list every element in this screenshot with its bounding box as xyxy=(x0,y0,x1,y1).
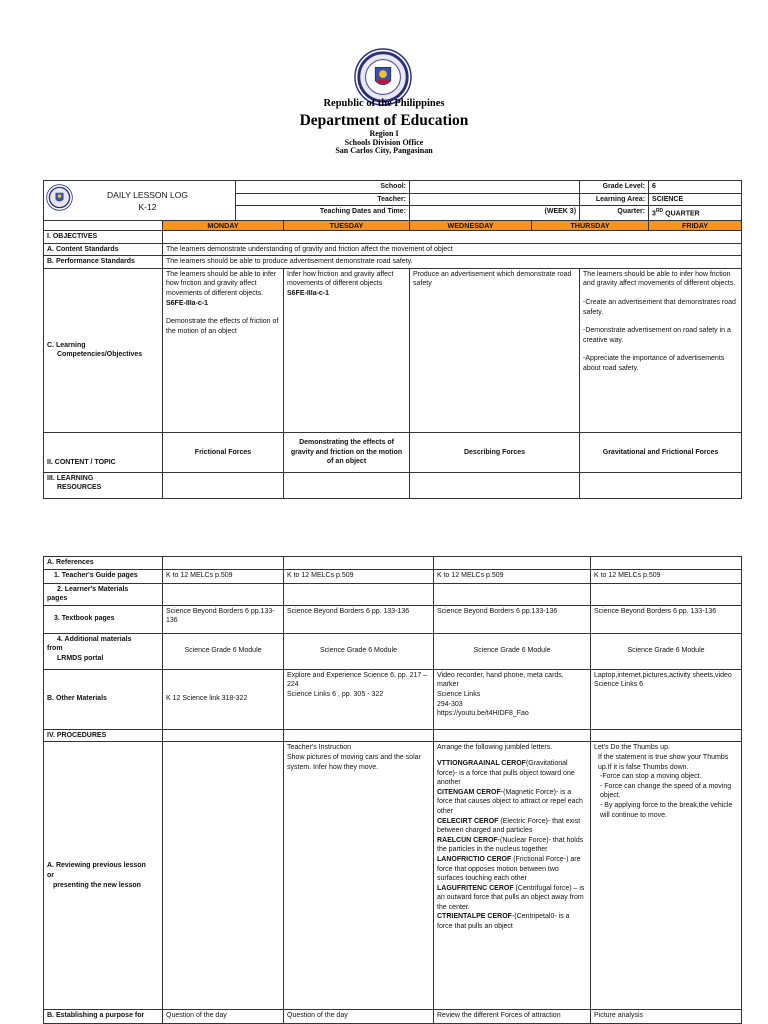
tb-friday: Science Beyond Borders 6 pp. 133-136 xyxy=(591,605,742,633)
youtube-link[interactable]: https://youtu.be/t4HIDF8_Fao xyxy=(437,710,529,718)
reviewing-lesson-label: A. Reviewing previous lesson or presenting the new lesson xyxy=(44,742,163,1010)
school-value[interactable] xyxy=(410,181,580,194)
city-label: San Carlos City, Pangasinan xyxy=(335,146,433,155)
tg-friday: K to 12 MELCs p.509 xyxy=(591,569,742,583)
dates-label: Teaching Dates and Time: xyxy=(236,206,410,221)
am-friday: Science Grade 6 Module xyxy=(591,633,742,669)
resources-wednesday-thursday xyxy=(410,472,580,498)
om-wednesday: Video recorder, hand phone, meta cards, marker Science Links 294-303 https://youtu.be/t4HIDF8_Fao xyxy=(434,669,591,729)
log-level: K-12 xyxy=(138,201,157,212)
content-standards-text: The learners demonstrate understanding of gravity and friction affect the movement of object xyxy=(163,243,742,256)
jumbled-word-item xyxy=(437,884,587,913)
jumbled-word-item xyxy=(437,836,587,855)
week-value: (WEEK 3) xyxy=(410,206,580,221)
next-monday: Question of the day xyxy=(163,1010,284,1024)
log-title: DAILY LESSON LOG xyxy=(107,189,188,200)
additional-materials-label: 4. Additional materials from LRMDS portal xyxy=(44,633,163,669)
jumbled-word-description: (Frictional Force-) are force that opposes motion between two surfaces touching each other xyxy=(437,855,581,883)
jumbled-word-item xyxy=(437,759,587,788)
blank-cell xyxy=(163,557,284,570)
day-header-thursday: THURSDAY xyxy=(532,221,649,231)
jumbled-word: LAGUFRITENC CEROF xyxy=(437,884,514,892)
day-header-monday: MONDAY xyxy=(163,221,284,231)
tb-monday: Science Beyond Borders 6 pp.133-136 xyxy=(163,605,284,633)
area-label: Learning Area: xyxy=(580,193,649,206)
blank-cell xyxy=(434,729,591,742)
next-tuesday: Question of the day xyxy=(284,1010,434,1024)
procedures-heading: IV. PROCEDURES xyxy=(44,729,163,742)
review-friday: Let's Do the Thumbs up. If the statement is true show your Thumbs up.If it is false Thumbs down. -Force can stop a moving object. - Force can change the speed of a moving object. - By applying force to the break,the vehicle will continue to move. xyxy=(591,742,742,1010)
competencies-wednesday-thursday: Produce an advertisement which demonstrate road safety xyxy=(410,268,580,432)
blank-cell xyxy=(591,729,742,742)
jumbled-word-description: (Electric Force)- that exist between charged and particles xyxy=(437,817,581,835)
jumbled-word-description: -(Magnetic Force)- is a force that causes object to attract or repel each other xyxy=(437,788,583,815)
tg-monday: K to 12 MELCs p.509 xyxy=(163,569,284,583)
jumbled-word: RAELCUN CEROF xyxy=(437,836,498,844)
content-standards-label: A. Content Standards xyxy=(44,243,163,256)
topic-tuesday: Demonstrating the effects of gravity and friction on the motion of an object xyxy=(284,432,410,472)
performance-standards-label: B. Performance Standards xyxy=(44,256,163,269)
competencies-friday: The learners should be able to infer how friction and gravity affect movements of different objects. -Create an advertisement that demonstrates road safety. -Demonstrate advertisement on road safety in a creative way. -Appreciate the importance of advertisements about road safety. xyxy=(580,268,742,432)
jumbled-word: LANOFRICTIO CEROF xyxy=(437,855,512,863)
day-header-friday: FRIDAY xyxy=(649,221,742,231)
log-title-cell xyxy=(44,181,236,221)
om-friday: Laptop,internet,pictures,activity sheets,video Science Links 6 xyxy=(591,669,742,729)
blank-cell xyxy=(284,583,434,605)
deped-small-logo xyxy=(46,184,73,211)
references-label: A. References xyxy=(44,557,163,570)
competencies-tuesday: Infer how friction and gravity affect movements of different objects S6FE-IIIa-c-1 xyxy=(284,268,410,432)
learners-materials-label: 2. Learner's Materials pages xyxy=(44,583,163,605)
content-topic-label: II. CONTENT / TOPIC xyxy=(44,432,163,472)
teacher-value[interactable] xyxy=(410,193,580,206)
establishing-purpose-label: B. Establishing a purpose for xyxy=(44,1010,163,1024)
review-monday xyxy=(163,742,284,1010)
objectives-blank xyxy=(163,231,742,244)
om-tuesday: Explore and Experience Science 6, pp. 217 – 224 Science Links 6 , pp. 305 - 322 xyxy=(284,669,434,729)
blank-cell xyxy=(434,583,591,605)
jumbled-word-description: -(Nuclear Force)- that holds the particles in the nucleus together xyxy=(437,836,584,854)
jumbled-word-description: (Centrifugal force) – is an outward force that pulls an object away from the center. xyxy=(437,884,585,911)
blank-cell xyxy=(591,557,742,570)
grade-value: 6 xyxy=(649,181,742,194)
topic-wednesday-thursday: Describing Forces xyxy=(410,432,580,472)
blank-cell xyxy=(163,583,284,605)
resources-tuesday xyxy=(284,472,410,498)
area-value: SCIENCE xyxy=(649,193,742,206)
competencies-label: C. Learning Competencies/Objectives xyxy=(44,268,163,432)
quarter-value: 3RD QUARTER xyxy=(649,206,742,221)
am-tuesday: Science Grade 6 Module xyxy=(284,633,434,669)
jumbled-word-item xyxy=(437,855,587,884)
department-heading: Department of Education xyxy=(299,112,469,129)
grade-label: Grade Level: xyxy=(580,181,649,194)
day-header-wednesday: WEDNESDAY xyxy=(410,221,532,231)
jumbled-word-item xyxy=(437,912,587,931)
lesson-log-table xyxy=(43,180,742,499)
resources-friday xyxy=(580,472,742,498)
school-label: School: xyxy=(236,181,410,194)
tg-tuesday: K to 12 MELCs p.509 xyxy=(284,569,434,583)
review-wednesday: Arrange the following jumbled letters. VTTIONGRAAINAL CEROF(Gravitational force)- is a force that pulls object toward one another CITENGAM CEROF-(Magnetic Force)- is a force that causes object to attract or repel each other CELECIRT CEROF (Electric Force)- that exist between charged and particles RAELCUN CEROF-(Nuclear Force)- that holds the particles in the nucleus together LANOFRICTIO CEROF (Frictional Force-) are force that opposes motion between two surfaces touching each other LAGUFRITENC CEROF (Centrifugal force) – is an outward force that pulls an object away from the center. CTRIENTALPE CEROF-(Centripetal0- is a force that pulls an object xyxy=(434,742,591,1010)
objectives-heading: I. OBJECTIVES xyxy=(44,231,163,244)
blank-cell xyxy=(284,557,434,570)
blank-cell xyxy=(163,729,284,742)
performance-standards-text: The learners should be able to produce advertisement demonstrate road safety. xyxy=(163,256,742,269)
next-wednesday: Review the different Forces of attraction xyxy=(434,1010,591,1024)
resources-monday xyxy=(163,472,284,498)
review-tuesday: Teacher's Instruction Show pictures of moving cars and the solar system. Infer how they move. xyxy=(284,742,434,1010)
topic-monday: Frictional Forces xyxy=(163,432,284,472)
other-materials-label: B. Other Materials xyxy=(44,669,163,729)
textbook-pages-label: 3. Textbook pages xyxy=(44,605,163,633)
region-label: Region I xyxy=(369,129,399,138)
jumbled-word: CELECIRT CEROF xyxy=(437,817,499,825)
tb-tuesday: Science Beyond Borders 6 pp. 133-136 xyxy=(284,605,434,633)
blank-cell xyxy=(434,557,591,570)
topic-friday: Gravitational and Frictional Forces xyxy=(580,432,742,472)
jumbled-word: CITENGAM CEROF xyxy=(437,788,501,796)
quarter-label: Quarter: xyxy=(580,206,649,221)
learning-resources-label: III. LEARNING RESOURCES xyxy=(44,472,163,498)
am-monday: Science Grade 6 Module xyxy=(163,633,284,669)
jumbled-word: CTRIENTALPE CEROF xyxy=(437,913,512,921)
references-procedures-table xyxy=(43,556,742,1024)
om-monday: K 12 Science link 318-322 xyxy=(163,669,284,729)
competencies-monday: The learners should be able to infer how friction and gravity affect movements of different objects. S6FE-IIIa-c-1 Demonstrate the effects of friction of the motion of an object xyxy=(163,268,284,432)
tb-wednesday: Science Beyond Borders 6 pp.133-136 xyxy=(434,605,591,633)
republic-heading: Republic of the Philippines xyxy=(323,98,445,109)
am-wednesday: Science Grade 6 Module xyxy=(434,633,591,669)
day-header-tuesday: TUESDAY xyxy=(284,221,410,231)
division-label: Schools Division Office xyxy=(344,137,424,147)
jumbled-word-description: -(Centripetal0- is a force that pulls an object xyxy=(437,913,570,931)
jumbled-word-item xyxy=(437,817,587,836)
jumbled-words-list xyxy=(437,759,587,932)
teachers-guide-label: 1. Teacher's Guide pages xyxy=(44,569,163,583)
jumbled-word: VTTIONGRAAINAL CEROF xyxy=(437,759,526,767)
jumbled-word-description: (Gravitational force)- is a force that pulls object toward one another xyxy=(437,759,575,787)
blank-cell xyxy=(284,729,434,742)
teacher-label: Teacher: xyxy=(236,193,410,206)
next-friday: Picture analysis xyxy=(591,1010,742,1024)
tg-wednesday: K to 12 MELCs p.509 xyxy=(434,569,591,583)
corner-blank xyxy=(44,221,163,231)
blank-cell xyxy=(591,583,742,605)
jumbled-word-item xyxy=(437,788,587,817)
